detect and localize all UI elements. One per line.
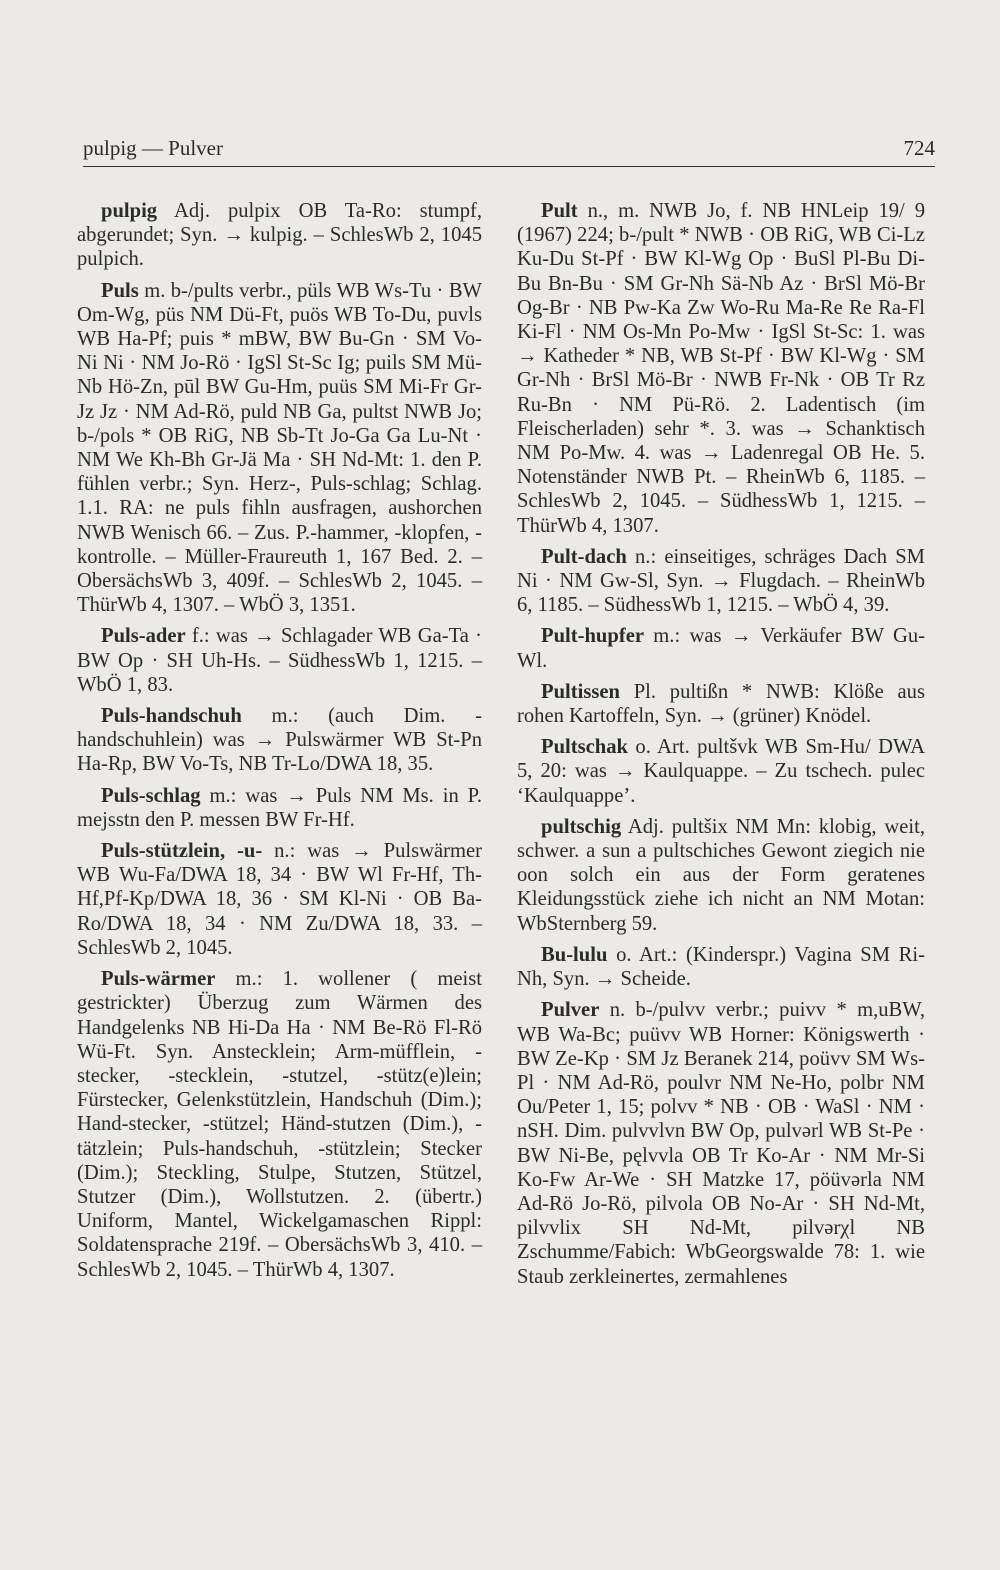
- right-column: [517, 199, 925, 1296]
- entry-body: m.: was → Puls NM Ms. in P. mejsstn den P. messen BW Fr-Hf.: [77, 784, 482, 831]
- dictionary-entry: [77, 624, 482, 697]
- entry-body: n.: was → Pulswärmer WB Wu-Fa/DWA 18, 34 · BW Wl Fr-Hf, Th-Hf,Pf-Kp/DWA 18, 36 · SM Kl-Ni · OB Ba-Ro/DWA 18, 34 · NM Zu/DWA 18, 33. – SchlesWb 2, 1045.: [77, 840, 483, 959]
- dictionary-entry: [77, 967, 482, 1282]
- entry-body: o. Art. pultšvk WB Sm-Hu/ DWA 5, 20: was → Kaulquappe. – Zu tschech. pulec ‘Kaulquappe’.: [517, 736, 925, 807]
- entry-headword: Pultschak: [541, 736, 628, 759]
- dictionary-entry: [517, 545, 925, 618]
- entry-headword: Puls: [101, 279, 139, 302]
- header-title: pulpig — Pulver: [83, 136, 223, 160]
- dictionary-entry: [77, 839, 482, 960]
- entry-headword: Puls-schlag: [101, 784, 201, 807]
- dictionary-entry: [517, 998, 925, 1288]
- entry-body: m. b-/pults verbr., püls WB Ws-Tu · BW Om-Wg, püs NM Dü-Ft, puös WB To-Du, puvls WB Ha-Pf; puis * mBW, BW Bu-Gn · SM Vo-Ni Ni · NM Jo-Rö · IgSl St-Sc Ig; puils SM Mü-Nb Hö-Zn, pūl BW Gu-Hm, puüs SM Mi-Fr Gr-Jz Jz · NM Ad-Rö, puld NB Ga, pultst NWB Jo; b-/pols * OB RiG, NB Sb-Tt Jo-Ga Ga Lu-Nt · NM We Kh-Bh Gr-Jä Ma · SH Nd-Mt: 1. den P. fühlen verbr.; Syn. Herz-, Puls-schlag; Schlag. 1.1. RA: ne puls fihln ausfragen, aushorchen NWB Wenisch 66. – Zus. P.-hammer, -klopfen, -kontrolle. – Müller-Fraureuth 1, 167 Bed. 2. – ObersächsWb 3, 409f. – SchlesWb 2, 1045. – ThürWb 4, 1307. – WbÖ 3, 1351.: [77, 279, 482, 617]
- dictionary-entry: [77, 784, 482, 832]
- entry-headword: Puls-ader: [101, 625, 186, 648]
- entry-headword: Pulver: [541, 999, 600, 1022]
- entry-headword: Bu-lulu: [541, 943, 608, 966]
- dictionary-entry: [517, 735, 925, 808]
- dictionary-entry: [517, 680, 925, 728]
- entry-headword: pulpig: [101, 200, 158, 222]
- page-number: 724: [903, 136, 935, 160]
- entry-body: Adj. pulpix OB Ta-Ro: stumpf, abgerundet; Syn. → kulpig. – SchlesWb 2, 1045 pulpich.: [77, 200, 483, 271]
- dictionary-entry: [77, 704, 482, 777]
- left-column: [77, 199, 482, 1289]
- running-header: [83, 134, 935, 167]
- dictionary-entry: [517, 624, 925, 672]
- dictionary-entry: [77, 199, 482, 272]
- entry-body: m.: was → Verkäufer BW Gu-Wl.: [517, 625, 925, 672]
- dictionary-entry: [77, 279, 482, 618]
- dictionary-entry: [517, 199, 925, 538]
- entry-body: f.: was → Schlagader WB Ga-Ta · BW Op · SH Uh-Hs. – SüdhessWb 1, 1215. – WbÖ 1, 83.: [77, 625, 482, 696]
- entry-body: n. b-/pulvv verbr.; puivv * m,uBW, WB Wa-Bc; puüvv WB Horner: Königswerth · BW Ze-Kp · SM Jz Beranek 214, poüvv SM Ws-Pl · NM Ad-Rö, poulvr NM Ne-Ho, polbr NM Ou/Peter 1, 15; polvv * NB · OB · WaSl · NM · nSH. Dim. pulvvlvn BW Op, pulvərl WB St-Pe · BW Ni-Be, pęlvvla OB Tr Ko-Ar · NM Mr-Si Ko-Fw Ar-We · SH Matzke 17, pöüvərla NM Ad-Rö Jo-Rö, pilvola OB No-Ar · SH Nd-Mt, pilvvlix SH Nd-Mt, pilvərχl NB Zschumme/Fabich: WbGeorgswalde 78: 1. wie Staub zerkleinertes, zermahlenes: [517, 999, 925, 1288]
- entry-body: o. Art.: (Kinderspr.) Vagina SM Ri-Nh, Syn. → Scheide.: [517, 943, 925, 991]
- entry-body: Pl. pultißn * NWB: Klöße aus rohen Kartoffeln, Syn. → (grüner) Knödel.: [517, 680, 925, 728]
- entry-headword: Puls-wärmer: [101, 968, 216, 991]
- entry-body: m.: (auch Dim. -handschuhlein) was → Pulswärmer WB St-Pn Ha-Rp, BW Vo-Ts, NB Tr-Lo/DWA 18, 35.: [77, 705, 482, 776]
- entry-body: n.: einseitiges, schräges Dach SM Ni · NM Gw-Sl, Syn. → Flugdach. – RheinWb 6, 1185. – SüdhessWb 1, 1215. – WbÖ 4, 39.: [517, 545, 925, 617]
- entry-headword: Pult: [541, 200, 578, 222]
- entry-body: m.: 1. wollener ( meist gestrickter) Überzug zum Wärmen des Handgelenks NB Hi-Da Ha · NM Be-Rö Fl-Rö Wü-Ft. Syn. Anstecklein; Arm-müfflein, -stecker, -stecklein, -stutzel, -stütz(e)lein; Fürstecker, Gelenkstützlein, Handschuh (Dim.); Hand-stecker, -stützel; Händ-stutzen (Dim.), -tätzlein; Puls-handschuh, -stützlein; Stecker (Dim.); Steckling, Stulpe, Stutzen, Stützel, Stutzer (Dim.), Wollstutzen. 2. (übertr.) Uniform, Mantel, Wickelgamaschen Rippl: Soldatensprache 219f. – ObersächsWb 3, 410. – SchlesWb 2, 1045. – ThürWb 4, 1307.: [77, 968, 482, 1281]
- entry-body: Adj. pultšix NM Mn: klobig, weit, schwer. a sun a pultschiches Gewont ziegich nie oon solch ein aus der Form geratenes Kleidungsstück ziehe ich nicht an NM Motan: WbSternberg 59.: [517, 815, 925, 935]
- entry-headword: Puls-handschuh: [101, 705, 242, 728]
- entry-headword: Pult-hupfer: [541, 625, 644, 648]
- entry-headword: Puls-stützlein, -u-: [101, 840, 263, 863]
- entry-headword: pultschig: [541, 815, 622, 838]
- dictionary-entry: [517, 815, 925, 936]
- entry-body: n., m. NWB Jo, f. NB HNLeip 19/ 9 (1967) 224; b-/pult * NWB · OB RiG, WB Ci-Lz Ku-Du St-Pf · BW Kl-Wg Op · BuSl Pl-Bu Di-Bu Bn-Bu · SM Gr-Nh Sä-Nb Az · BrSl Mö-Br Og-Br · NB Pw-Ka Zw Wo-Ru Ma-Re Re Ra-Fl Ki-Fl · NM Os-Mn Po-Mw · IgSl St-Sc: 1. was → Katheder * NB, WB St-Pf · BW Kl-Wg · SM Gr-Nh · BrSl Mö-Br · NWB Fr-Nk · OB Tr Rz Ru-Bn · NM Pü-Rö. 2. Ladentisch (im Fleischerladen) sehr *. 3. was → Schanktisch NM Po-Mw. 4. was → Ladenregal OB He. 5. Notenständer NWB Pt. – RheinWb 6, 1185. – SchlesWb 2, 1045. – SüdhessWb 1, 1215. – ThürWb 4, 1307.: [517, 200, 925, 537]
- entry-headword: Pultissen: [541, 680, 620, 703]
- entry-headword: Pult-dach: [541, 545, 627, 568]
- dictionary-entry: [517, 943, 925, 991]
